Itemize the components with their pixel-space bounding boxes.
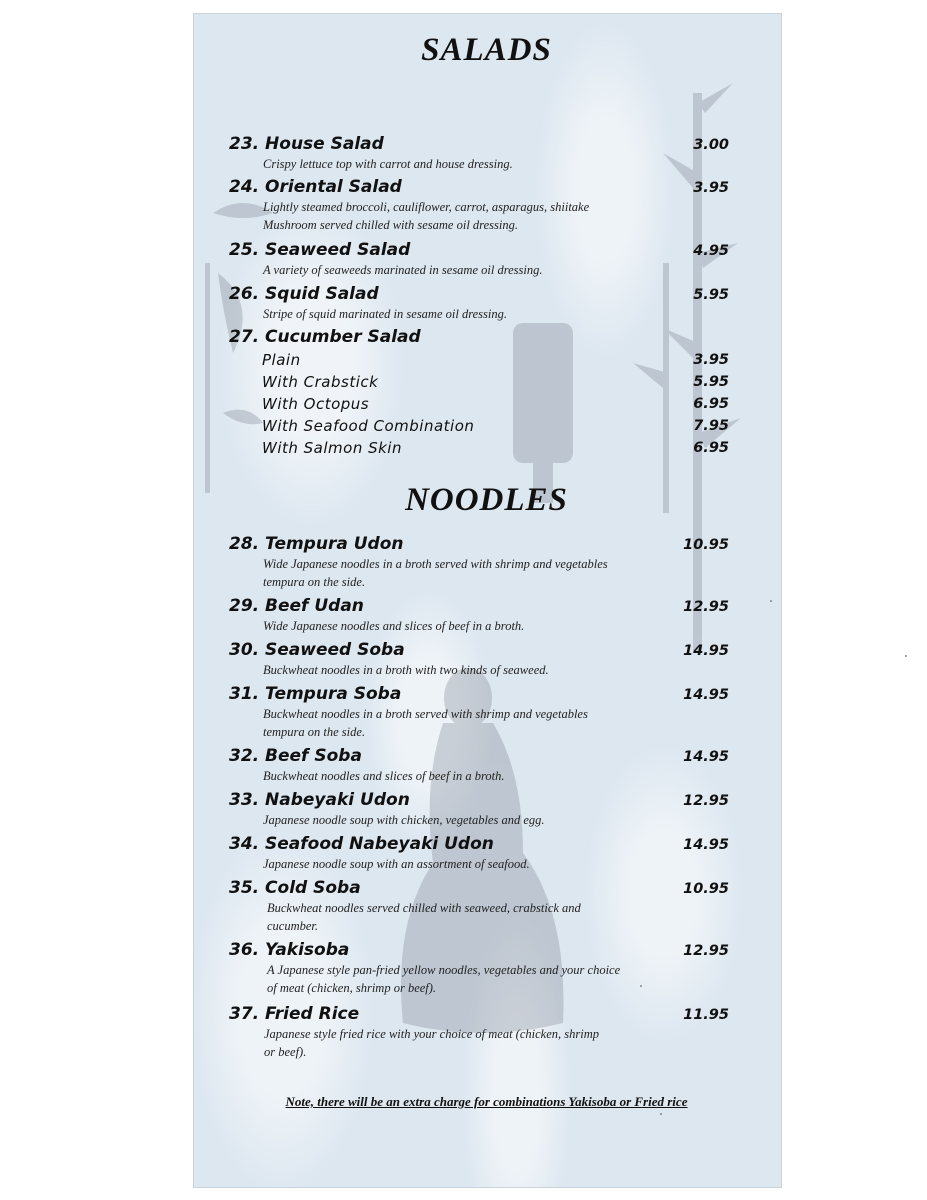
item-title: 26. Squid Salad	[229, 284, 379, 304]
item-price: 12.95	[683, 599, 729, 615]
item-price: 4.95	[693, 243, 729, 259]
menu-item-seaweed-soba	[229, 640, 729, 679]
item-price: 14.95	[683, 837, 729, 853]
scan-speck	[640, 985, 642, 987]
item-description: Japanese style fried rice with your choice of meat (chicken, shrimp	[264, 1027, 599, 1041]
menu-item-house-salad	[229, 134, 729, 173]
item-price: 12.95	[683, 793, 729, 809]
menu-item-fried-rice	[229, 1004, 729, 1061]
cucumber-option-crabstick	[262, 371, 729, 393]
item-description: of meat (chicken, shrimp or beef).	[267, 981, 437, 995]
item-price: 10.95	[683, 881, 729, 897]
item-description: cucumber.	[267, 919, 319, 933]
item-price: 14.95	[683, 749, 729, 765]
item-title: 31. Tempura Soba	[229, 684, 402, 704]
item-description: Buckwheat noodles in a broth served with shrimp and vegetables	[263, 707, 588, 721]
item-title: 34. Seafood Nabeyaki Udon	[229, 834, 494, 854]
item-description: Japanese noodle soup with an assortment of seafood.	[263, 857, 530, 871]
item-price: 5.95	[693, 287, 729, 303]
option-label: With Octopus	[262, 395, 370, 413]
combination-charge-note: Note, there will be an extra charge for combinations Yakisoba or Fried rice	[285, 1094, 688, 1109]
option-price: 7.95	[693, 418, 729, 434]
item-title: 23. House Salad	[229, 134, 384, 154]
option-label: With Crabstick	[262, 373, 379, 391]
menu-item-beef-udan	[229, 596, 729, 635]
item-title: 33. Nabeyaki Udon	[229, 790, 410, 810]
item-description: or beef).	[264, 1045, 307, 1059]
option-label: With Salmon Skin	[262, 439, 402, 457]
option-price: 3.95	[693, 352, 729, 368]
item-description: Wide Japanese noodles and slices of beef in a broth.	[263, 619, 525, 633]
item-title: 24. Oriental Salad	[229, 177, 402, 197]
item-price: 12.95	[683, 943, 729, 959]
noodles-heading: NOODLES	[405, 482, 568, 518]
item-title: 37. Fried Rice	[229, 1004, 360, 1024]
menu-item-squid-salad	[229, 284, 729, 323]
item-description: Buckwheat noodles served chilled with seaweed, crabstick and	[267, 901, 581, 915]
cucumber-option-plain	[262, 349, 729, 371]
menu-item-nabeyaki-udon	[229, 790, 729, 829]
option-price: 5.95	[693, 374, 729, 390]
item-title: 25. Seaweed Salad	[229, 240, 411, 260]
item-price: 3.95	[693, 180, 729, 196]
item-description: A Japanese style pan-fried yellow noodles, vegetables and your choice	[267, 963, 621, 977]
option-label: With Seafood Combination	[262, 417, 475, 435]
item-price: 10.95	[683, 537, 729, 553]
option-price: 6.95	[693, 396, 729, 412]
item-title: 27. Cucumber Salad	[229, 327, 421, 347]
item-description: Crispy lettuce top with carrot and house dressing.	[263, 157, 513, 171]
menu-item-cucumber-salad	[229, 327, 729, 348]
item-description: Stripe of squid marinated in sesame oil dressing.	[263, 307, 507, 321]
item-title: 35. Cold Soba	[229, 878, 361, 898]
item-description: A variety of seaweeds marinated in sesame oil dressing.	[263, 263, 543, 277]
cucumber-option-octopus	[262, 393, 729, 415]
scan-speck	[770, 600, 772, 602]
item-description: Wide Japanese noodles in a broth served with shrimp and vegetables	[263, 557, 608, 571]
item-description: Lightly steamed broccoli, cauliflower, carrot, asparagus, shiitake	[263, 200, 590, 214]
item-title: 29. Beef Udan	[229, 596, 364, 616]
item-title: 28. Tempura Udon	[229, 534, 404, 554]
item-title: 32. Beef Soba	[229, 746, 362, 766]
item-description: Buckwheat noodles and slices of beef in a broth.	[263, 769, 505, 783]
item-price: 3.00	[693, 137, 729, 153]
menu-item-tempura-udon	[229, 534, 729, 591]
item-title: 30. Seaweed Soba	[229, 640, 405, 660]
option-label: Plain	[262, 351, 301, 369]
menu-item-seaweed-salad	[229, 240, 729, 279]
item-description: Buckwheat noodles in a broth with two kinds of seaweed.	[263, 663, 549, 677]
option-price: 6.95	[693, 440, 729, 456]
scan-speck	[660, 1113, 662, 1115]
menu-item-oriental-salad	[229, 177, 729, 234]
cucumber-option-salmon-skin	[262, 437, 729, 459]
menu-item-cold-soba	[229, 878, 729, 935]
item-price: 14.95	[683, 643, 729, 659]
salads-heading: SALADS	[421, 32, 552, 68]
item-price: 11.95	[683, 1007, 729, 1023]
item-title: 36. Yakisoba	[229, 940, 350, 960]
item-description: tempura on the side.	[263, 725, 366, 739]
item-price: 14.95	[683, 687, 729, 703]
cucumber-option-seafood-combination	[262, 415, 729, 437]
scan-speck	[905, 655, 907, 657]
menu-item-beef-soba	[229, 746, 729, 785]
menu-item-yakisoba	[229, 940, 729, 997]
menu-item-tempura-soba	[229, 684, 729, 741]
menu-item-seafood-nabeyaki-udon	[229, 834, 729, 873]
item-description: tempura on the side.	[263, 575, 366, 589]
item-description: Japanese noodle soup with chicken, vegetables and egg.	[263, 813, 545, 827]
item-description: Mushroom served chilled with sesame oil dressing.	[263, 218, 518, 232]
